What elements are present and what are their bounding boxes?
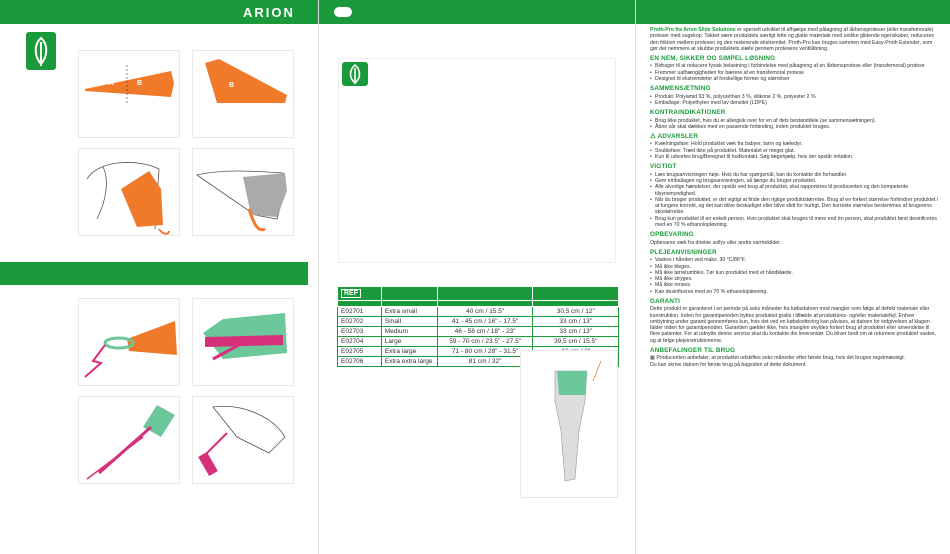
list-item: • Vaskes i hånden ved maks. 30 °C/86°F.: [650, 257, 940, 263]
warning-icon: ⚠: [650, 133, 658, 141]
list-solution: [650, 63, 940, 82]
table-row: [338, 317, 619, 327]
heading-solution: EN NEM, SIKKER OG SIMPEL LØSNING: [650, 55, 776, 63]
list-item: • Når du bruger produktet, er det vigtigt at finde den rigtige produktstørrelse. Brug af en forkert størrelse forhindrer produktet i at fungere korrekt, og det kan blive beskadiget eller blive slidt for hurtigt. Den korrekte størrelse bestemmes af brugerens skostørrelse.: [650, 197, 940, 216]
fold-line: [635, 0, 636, 554]
heading-recommendations: ANBEFALINGER TIL BRUG: [650, 347, 736, 355]
list-item: • Produkt: Polyamid 93 %, polyurethan 3 %, silikone 2 %, polyester 2 %: [650, 94, 940, 100]
figure-extender-3: [78, 396, 180, 484]
list-item: • Må ikke renses.: [650, 282, 940, 288]
heading-warranty: GARANTI: [650, 297, 681, 305]
heading-important: VIGTIGT: [650, 163, 677, 171]
table-cell-c2: 30,5 cm / 12": [533, 307, 619, 317]
list-item: • Må ikke bleges.: [650, 264, 940, 270]
list-item: • Åbne sår skal dækkes med en passende forbinding, inden produktet bruges.: [650, 124, 940, 130]
table-cell-size: Extra extra large: [381, 357, 437, 367]
recommendations-text: ▦ Producenten anbefaler, at produktet udskiftes seks måneder efter første brug, hvis det bruges regelmæssigt.: [650, 355, 906, 362]
table-cell-size: Extra large: [381, 347, 437, 357]
warranty-text: Dette produkt er garanteret i en periode på seks måneder fra købsdatoen mod mangler som følge af defekt materiale eller konstruktion. Inden for garantiperioden byttes produktet gratis i tilfælde af produktions- og/eller materialefejl. Enhver ombytning under garanti gennemføres kun, hvis det ved en købskvittering kan påvises, at datoen for indgivelsen af klagen falder inden for garantiperioden. Garantien gælder ikke, hvis manglen skyldes forkert brug af produktet eller anvendelse til flere patienter. For at udnytte denne service skal du kontakte din leverandør. Du bliver bedt om at returnere produktet vasket, og at følge plejeinstruktionerne.: [650, 306, 937, 344]
instructions-text: [650, 27, 940, 368]
list-item: • Kvælningsfare: Hold produktet væk fra babyer, børn og kæledyr.: [650, 141, 940, 147]
table-cell-c1: 40 cm / 15.5": [437, 307, 533, 317]
list-item: • Gem emballagen og brugsanvisningen, så længe du bruger produktet.: [650, 178, 940, 184]
list-item: • Alle alvorlige hændelser, der opstår ved brug af produktet, skal rapporteres til producenten og den kompetente tilsynsmyndighed.: [650, 184, 940, 197]
heading-warnings: ⚠ ADVARSLER: [650, 133, 699, 141]
figure-socket-leg: [192, 148, 294, 236]
heading-composition: SAMMENSÆTNING: [650, 85, 711, 93]
table-cell-size: Small: [381, 317, 437, 327]
table-row: [338, 307, 619, 317]
calendar-icon: ▦: [650, 355, 657, 362]
table-cell-ref: E02702: [338, 317, 382, 327]
list-item: • Brug ikke produktet, hvis du er allergisk over for en af dets bestanddele (se sammensætningen).: [650, 118, 940, 124]
table-cell-ref: E02705: [338, 347, 382, 357]
table-cell-ref: E02701: [338, 307, 382, 317]
page-marker: [334, 7, 352, 17]
list-composition: [650, 94, 940, 107]
label-b2: B: [229, 82, 235, 89]
ref-label: REF: [341, 289, 361, 298]
heading-storage: OPBEVARING: [650, 231, 694, 239]
figure-extender-2: [192, 298, 294, 386]
table-cell-c1: 46 - 58 cm / 18" - 23": [437, 327, 533, 337]
top-bar: [0, 0, 950, 24]
list-item: • Designet til ekstremiteter af forskellige former og størrelser: [650, 76, 940, 82]
leaf-icon: [26, 32, 56, 70]
list-item: • Bidrager til at reducere fysisk belastning i forbindelse med påtagning af en lårbensprotese eller (transfemoral) protese: [650, 63, 940, 69]
heading-contraindications: KONTRAINDIKATIONER: [650, 109, 726, 117]
label-b: B: [137, 80, 143, 87]
table-cell-size: Large: [381, 337, 437, 347]
table-cell-c1: 59 - 70 cm / 23.5" - 27.5": [437, 337, 533, 347]
table-cell-c2: 33 cm / 13": [533, 317, 619, 327]
list-item: • Må ikke stryges.: [650, 276, 940, 282]
figure-extender-4: [192, 396, 294, 484]
label-a: A: [109, 80, 115, 87]
list-contraindications: [650, 118, 940, 131]
table-cell-ref: E02703: [338, 327, 382, 337]
table-cell-size: Extra small: [381, 307, 437, 317]
table-cell-c1: 41 - 45 cm / 16" - 17.5": [437, 317, 533, 327]
storage-text: Opbevares væk fra direkte sollys eller andre varmekilder.: [650, 239, 781, 246]
table-cell-c1: 81 cm / 32": [437, 357, 533, 367]
list-item: • Kun til udvortes brug/Beregnet til hudkontakt. Søg lægehjælp, hvis der opstår irritation.: [650, 154, 940, 160]
table-cell-c2: 39,5 cm / 15.5": [533, 337, 619, 347]
table-cell-ref: E02704: [338, 337, 382, 347]
list-item: • Emballage: Polyethylen med lav densitet (LDPE): [650, 100, 940, 106]
list-item: • Må ikke tørretumbles. Tør kun produktet med et håndklæde.: [650, 270, 940, 276]
figure-sleeve-b: [192, 50, 294, 138]
section-band: [0, 262, 308, 285]
figure-leg-prosthesis: [520, 350, 618, 498]
list-item: • Læs brugsanvisningen nøje. Hvis du har spørgsmål, kan du kontakte din forhandler.: [650, 172, 940, 178]
figure-leg-sleeve: [78, 148, 180, 236]
table-cell-ref: E02706: [338, 357, 382, 367]
blank-area: [338, 58, 616, 263]
list-warnings: [650, 141, 940, 160]
intro-paragraph: Proth-Pro fra Arion Slide Solutions er specielt udviklet til afhjælpe med påtagning af lårbensproteser (eller transfemorale) proteser med sugekop. Takket være produktets særligt lette og glatte materiale med unikke glidende egenskaber, reduceres den friktion mellem protesen og den resterende ekstremitet. Proth-Pro kan bruges sammen med Easy-Proth Extender, som gør det nemmere at skubbe produktets slæfe gennem protesens ventilåbning.: [650, 27, 934, 52]
list-important: [650, 172, 940, 229]
heading-care: PLEJEANVISNINGER: [650, 248, 717, 256]
table-row: [338, 337, 619, 347]
list-care: [650, 257, 940, 295]
figure-extender-1: [78, 298, 180, 386]
table-cell-c1: 71 - 80 cm / 28" - 31.5": [437, 347, 533, 357]
list-item: • Snublefare: Træd ikke på produktet. Materialet er meget glat.: [650, 148, 940, 154]
list-item: • Kan desinficeres med en 70 % ethanolopløsning.: [650, 289, 940, 295]
table-cell-c2: 33 cm / 13": [533, 327, 619, 337]
table-cell-size: Medium: [381, 327, 437, 337]
recommendations-text-2: Du kan skrive datoen for første brug på bagsiden af dette dokument.: [650, 361, 807, 368]
list-item: • Brug kun produktet til en enkelt person. Hvis produktet skal bruges til mere end én person, skal produktet først desinficeres med en 70 % ethanolopløsning.: [650, 216, 940, 229]
fold-line: [318, 0, 319, 554]
figure-sleeve-ab: [78, 50, 180, 138]
table-row: [338, 327, 619, 337]
brand-logo: ARION: [243, 5, 295, 20]
list-item: • Fremmer uafhængigheden for bærere af en transfemoral protese: [650, 70, 940, 76]
